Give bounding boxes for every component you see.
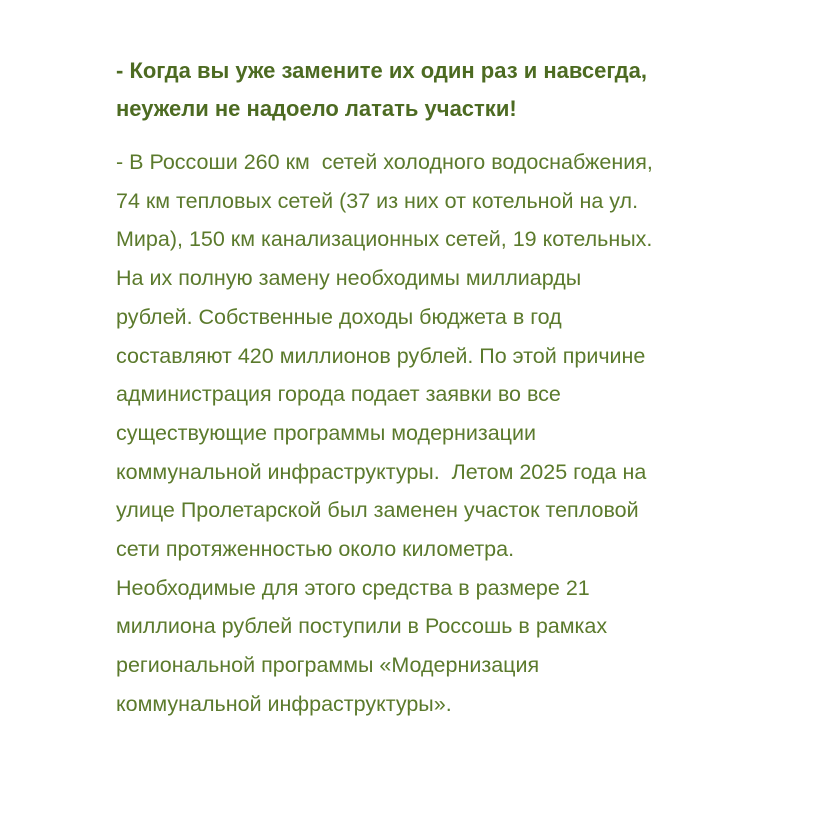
answer-line: коммунальной инфраструктуры. Летом 2025 года на xyxy=(116,459,647,484)
answer-line: Мира), 150 км канализационных сетей, 19 котельных. xyxy=(116,227,653,252)
answer-line: сети протяженностью около километра. xyxy=(116,537,515,562)
answer-line: Необходимые для этого средства в размере 21 xyxy=(116,575,590,600)
answer-line: администрация города подает заявки во все xyxy=(116,382,561,407)
question-line: - Когда вы уже замените их один раз и навсегда, xyxy=(116,58,647,83)
answer-line: На их полную замену необходимы миллиарды xyxy=(116,266,582,291)
question-line: неужели не надоело латать участки! xyxy=(116,96,517,121)
answer-line: коммунальной инфраструктуры». xyxy=(116,691,452,716)
answer-line: существующие программы модернизации xyxy=(116,420,537,445)
answer-paragraph xyxy=(116,143,816,724)
answer-line: - В Россоши 260 км сетей холодного водоснабжения, xyxy=(116,150,653,174)
answer-line: улице Пролетарской был заменен участок тепловой xyxy=(116,498,639,523)
answer-line: региональной программы «Модернизация xyxy=(116,653,540,678)
answer-line: рублей. Собственные доходы бюджета в год xyxy=(116,304,562,329)
answer-line: составляют 420 миллионов рублей. По этой причине xyxy=(116,343,646,368)
answer-line: миллиона рублей поступили в Россошь в рамках xyxy=(116,614,608,639)
question-paragraph xyxy=(116,52,816,128)
answer-line: 74 км тепловых сетей (37 из них от котельной на ул. xyxy=(116,188,639,213)
